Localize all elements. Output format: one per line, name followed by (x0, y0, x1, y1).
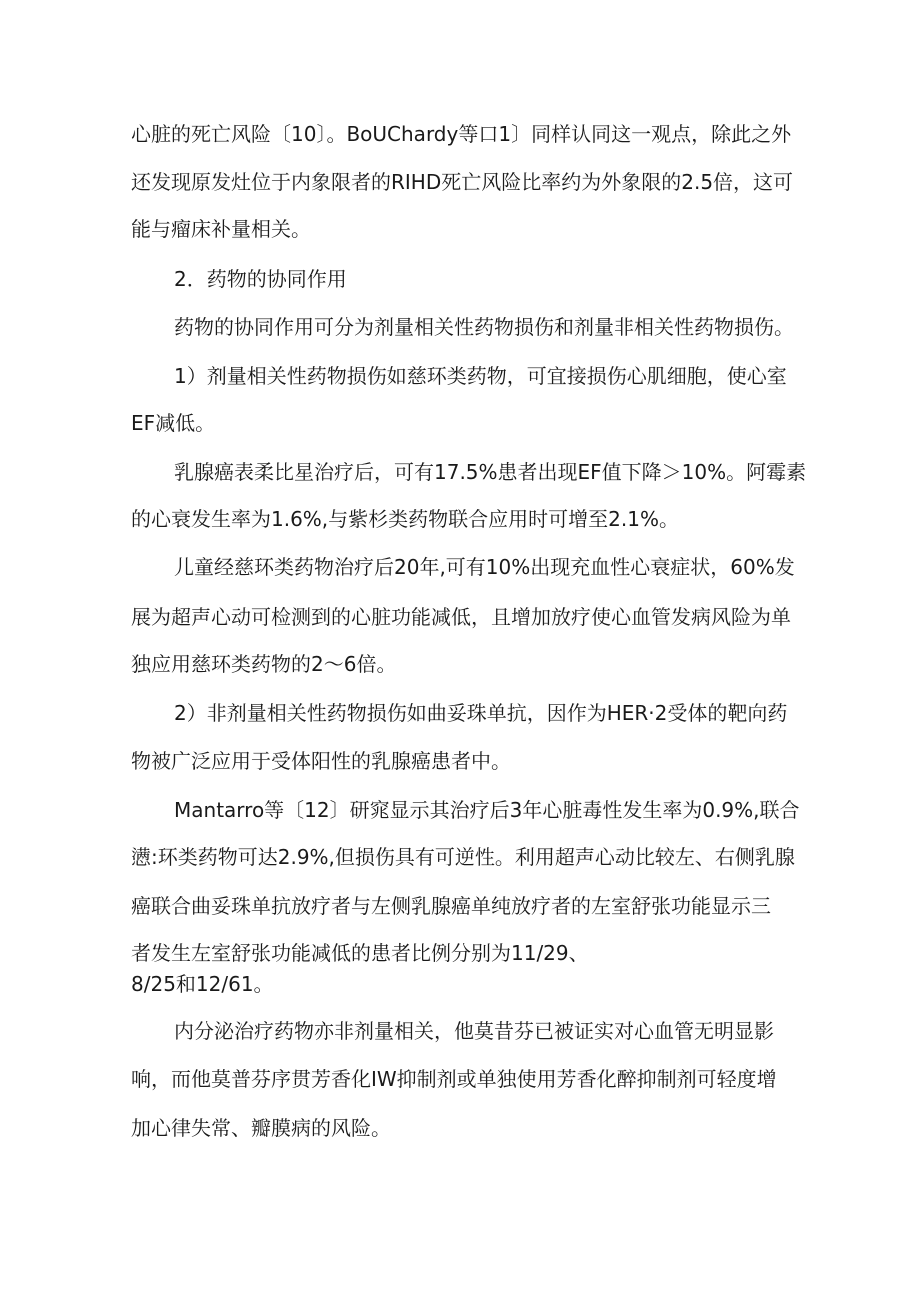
paragraph-line: 儿童经慈环类药物治疗后20年,可有10%出现充血性心衰症状，60%发 (174, 555, 795, 579)
paragraph-line: 独应用慈环类药物的2～6倍。 (131, 652, 397, 676)
paragraph-line: 展为超声心动可检测到的心脏功能减低，且增加放疗使心血管发病风险为单 (131, 605, 791, 629)
paragraph-line: 物被广泛应用于受体阳性的乳腺癌患者中。 (131, 749, 511, 773)
paragraph-line: 心脏的死亡风险〔10〕。BoUChardy等口1〕同样认同这一观点，除此之外 (131, 122, 792, 146)
paragraph-line: 8/25和12/61。 (131, 972, 274, 996)
paragraph-line: 懑:环类药物可达2.9%,但损伤具有可逆性。利用超声心动比较左、右侧乳腺 (131, 845, 795, 869)
paragraph-line: EF减低。 (131, 411, 216, 435)
paragraph-line: 乳腺癌表柔比星治疗后，可有17.5%患者出现EF值下降＞10%。阿霉素 (174, 460, 807, 484)
paragraph-line: Mantarro等〔12〕研窕显示其治疗后3年心脏毒性发生率为0.9%,联合 (174, 798, 800, 822)
paragraph-line: 内分泌治疗药物亦非剂量相关，他莫昔芬已被证实对心血管无明显影 (174, 1019, 774, 1043)
paragraph-line: 的心衰发生率为1.6%,与紫杉类药物联合应用时可增至2.1%。 (131, 507, 679, 531)
paragraph-line: 加心律失常、瓣膜病的风险。 (131, 1116, 391, 1140)
paragraph-line: 能与瘤床补量相关。 (131, 217, 311, 241)
paragraph-line: 药物的协同作用可分为剂量相关性药物损伤和剂量非相关性药物损伤。 (174, 315, 794, 339)
paragraph-line: 者发生左室舒张功能减低的患者比例分别为11/29、 (131, 941, 589, 965)
section-heading: 2．药物的协同作用 (174, 267, 347, 291)
paragraph-line: 癌联合曲妥珠单抗放疗者与左侧乳腺癌单纯放疗者的左室舒张功能显示三 (131, 894, 771, 918)
paragraph-line: 2）非剂量相关性药物损伤如曲妥珠单抗，因作为HER·2受体的靶向药 (174, 701, 788, 725)
paragraph-line: 还发现原发灶位于内象限者的RIHD死亡风险比率约为外象限的2.5倍，这可 (131, 170, 794, 194)
paragraph-line: 1）剂量相关性药物损伤如慈环类药物，可宜接损伤心肌细胞，使心室 (174, 364, 787, 388)
paragraph-line: 响，而他莫普芬序贯芳香化IW抑制剂或单独使用芳香化醉抑制剂可轻度增 (131, 1067, 777, 1091)
